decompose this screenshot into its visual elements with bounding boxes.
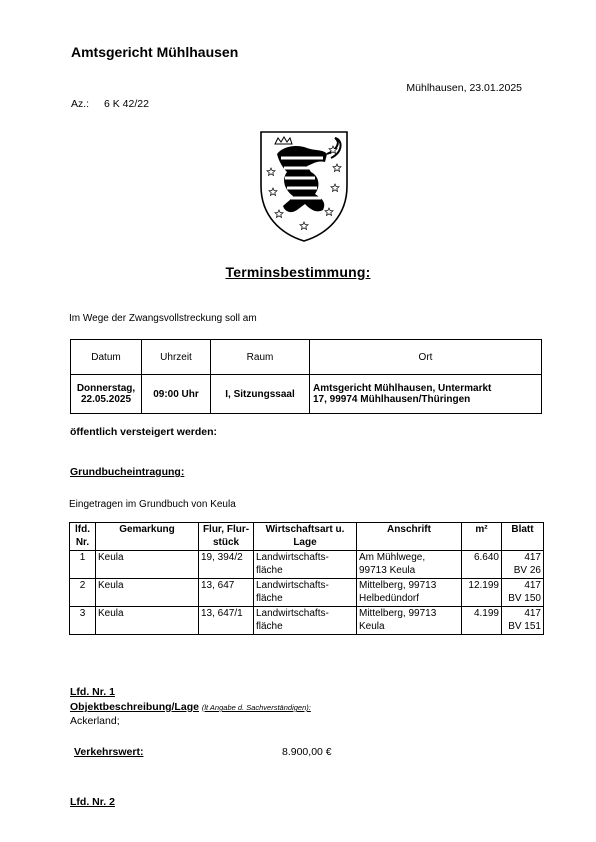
cell-anschrift	[357, 607, 462, 635]
cell-datum	[71, 375, 142, 414]
header-datum: Datum	[71, 340, 142, 375]
cell-nr: 2	[70, 579, 96, 607]
thuringia-coat-of-arms-icon	[257, 128, 351, 244]
anschrift-line-2: Keula	[359, 620, 385, 632]
wirt-line-1: Landwirtschafts-	[256, 580, 329, 591]
cell-ort	[310, 375, 542, 414]
place-date: Mühlhausen, 23.01.2025	[406, 82, 522, 94]
cell-anschrift	[357, 579, 462, 607]
anschrift-line-2: Helbedündorf	[359, 592, 420, 604]
az-label: Az.:	[71, 98, 90, 110]
market-value: 8.900,00 €	[282, 746, 332, 758]
wirt-line-2: fläche	[256, 592, 283, 604]
cell-blatt	[502, 551, 544, 579]
blatt-line-2: BV 151	[508, 620, 541, 632]
wirt-line-2: fläche	[256, 564, 283, 576]
grundbuch-heading: Grundbucheintragung:	[70, 466, 185, 478]
header-ort: Ort	[310, 340, 542, 375]
cell-nr: 1	[70, 551, 96, 579]
cell-gemarkung: Keula	[96, 607, 199, 635]
header-uhrzeit: Uhrzeit	[142, 340, 211, 375]
header-flur	[199, 523, 254, 551]
anschrift-line-1: Am Mühlwege,	[359, 552, 426, 563]
object-description-label: Objektbeschreibung/Lage	[70, 701, 199, 713]
cell-nr: 3	[70, 607, 96, 635]
object-description	[70, 701, 311, 713]
cell-wirtschaftsart	[254, 607, 357, 635]
table-row	[70, 579, 544, 607]
anschrift-line-1: Mittelberg, 99713	[359, 608, 437, 619]
cell-blatt	[502, 607, 544, 635]
wirt-line-1: Landwirtschafts-	[256, 552, 329, 563]
grundbuch-header-row	[70, 523, 544, 551]
cell-wirtschaftsart	[254, 579, 357, 607]
header-m2: m²	[462, 523, 502, 551]
cell-flur: 13, 647	[199, 579, 254, 607]
wirt-line-1: Landwirtschafts-	[256, 608, 329, 619]
cell-anschrift	[357, 551, 462, 579]
market-value-label: Verkehrswert:	[74, 746, 144, 758]
az-value: 6 K 42/22	[104, 98, 149, 110]
header-anschrift: Anschrift	[357, 523, 462, 551]
header-wirtschaftsart	[254, 523, 357, 551]
intro-text: Im Wege der Zwangsvollstreckung soll am	[69, 313, 257, 324]
header-raum: Raum	[211, 340, 310, 375]
cell-flur: 13, 647/1	[199, 607, 254, 635]
wirt-line-2: fläche	[256, 620, 283, 632]
header-lfd-1: lfd.	[75, 524, 90, 535]
datum-weekday: Donnerstag,	[76, 383, 136, 394]
anschrift-line-2: 99713 Keula	[359, 564, 416, 576]
grundbuch-registered-text: Eingetragen im Grundbuch von Keula	[69, 499, 236, 510]
datum-date: 22.05.2025	[80, 394, 132, 405]
header-flur-1: Flur, Flur-	[202, 524, 250, 535]
header-lfd	[70, 523, 96, 551]
anschrift-line-1: Mittelberg, 99713	[359, 580, 437, 591]
blatt-line-1: 417	[524, 552, 541, 563]
appointment-row	[71, 375, 542, 414]
cell-m2: 4.199	[462, 607, 502, 635]
file-reference	[71, 98, 149, 110]
ort-line-1: Amtsgericht Mühlhausen, Untermarkt	[313, 383, 492, 394]
title-text: Terminsbestimmung:	[225, 264, 371, 280]
table-row	[70, 607, 544, 635]
cell-m2: 6.640	[462, 551, 502, 579]
cell-wirtschaftsart	[254, 551, 357, 579]
header-wirt-1: Wirtschaftsart u.	[265, 524, 345, 535]
cell-uhrzeit: 09:00 Uhr	[142, 375, 211, 414]
object-description-value: Ackerland;	[70, 715, 120, 727]
header-lfd-2: Nr.	[75, 536, 90, 548]
header-wirt-2: Lage	[293, 536, 317, 548]
cell-gemarkung: Keula	[96, 551, 199, 579]
cell-m2: 12.199	[462, 579, 502, 607]
lfd-nr-1-heading: Lfd. Nr. 1	[70, 686, 115, 698]
cell-blatt	[502, 579, 544, 607]
header-gemarkung: Gemarkung	[96, 523, 199, 551]
court-name: Amtsgericht Mühlhausen	[71, 44, 239, 60]
cell-gemarkung: Keula	[96, 579, 199, 607]
blatt-line-1: 417	[524, 580, 541, 591]
ort-line-2: 17, 99974 Mühlhausen/Thüringen	[313, 394, 471, 405]
page-title	[0, 264, 596, 282]
grundbuch-table	[69, 522, 544, 635]
cell-flur: 19, 394/2	[199, 551, 254, 579]
header-blatt: Blatt	[502, 523, 544, 551]
lfd-nr-2-heading: Lfd. Nr. 2	[70, 796, 115, 808]
blatt-line-1: 417	[524, 608, 541, 619]
header-flur-2: stück	[212, 536, 240, 548]
object-description-source: (lt Angabe d. Sachverständigen):	[201, 703, 311, 712]
appointment-header-row	[71, 340, 542, 375]
blatt-line-2: BV 26	[513, 564, 541, 576]
blatt-line-2: BV 150	[508, 592, 541, 604]
public-sale-text: öffentlich versteigert werden:	[70, 426, 218, 438]
appointment-table	[70, 339, 542, 414]
table-row	[70, 551, 544, 579]
cell-raum: I, Sitzungssaal	[211, 375, 310, 414]
